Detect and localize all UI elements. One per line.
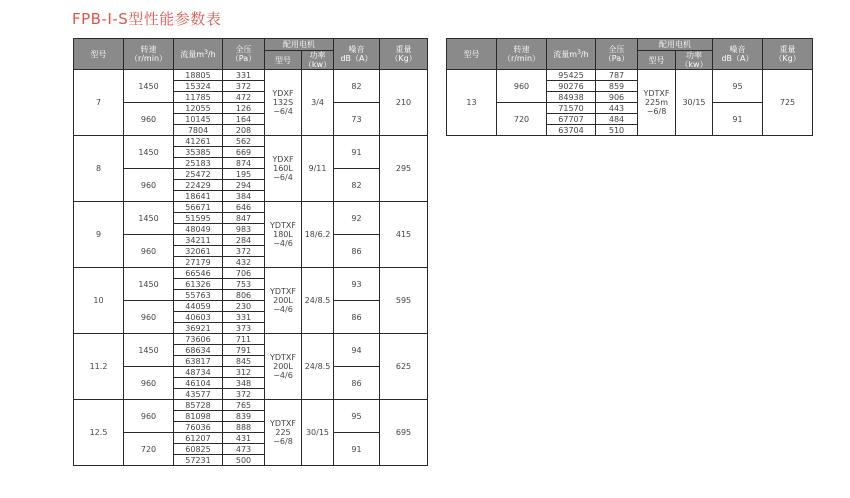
pressure-cell: 845: [223, 356, 265, 367]
header-pressure: 全压 （Pa）: [223, 39, 265, 70]
pressure-cell: 164: [223, 114, 265, 125]
noise-cell: 73: [334, 103, 380, 136]
pressure-cell: 669: [223, 147, 265, 158]
power-cell: 3/4: [302, 70, 334, 136]
table-header: [447, 39, 813, 70]
header-motor: 配用电机: [638, 39, 713, 51]
flow-cell: 15324: [174, 81, 223, 92]
weight-cell: 295: [380, 136, 428, 202]
flow-cell: 12055: [174, 103, 223, 114]
flow-cell: 57231: [174, 455, 223, 466]
weight-cell: 625: [380, 334, 428, 400]
speed-cell: 1450: [124, 334, 174, 367]
speed-cell: 1450: [124, 268, 174, 301]
weight-cell: 415: [380, 202, 428, 268]
speed-cell: 720: [124, 433, 174, 466]
table-row: [74, 70, 428, 81]
table-row: [74, 268, 428, 279]
table-row: [74, 202, 428, 213]
flow-cell: 63817: [174, 356, 223, 367]
pressure-cell: 765: [223, 400, 265, 411]
flow-cell: 11785: [174, 92, 223, 103]
model-cell: 11.2: [74, 334, 124, 400]
pressure-cell: 373: [223, 323, 265, 334]
performance-table-right: [446, 38, 813, 136]
pressure-cell: 372: [223, 246, 265, 257]
motor-model-cell: YDTXF 180L −4/6: [265, 202, 302, 268]
table-body: [74, 70, 428, 466]
flow-cell: 7804: [174, 125, 223, 136]
pressure-cell: 432: [223, 257, 265, 268]
speed-cell: 960: [497, 70, 547, 103]
power-cell: 30/15: [302, 400, 334, 466]
header-flow-unit: /h: [580, 49, 589, 59]
pressure-cell: 484: [596, 114, 638, 125]
speed-cell: 960: [124, 169, 174, 202]
power-cell: 18/6.2: [302, 202, 334, 268]
pressure-cell: 443: [596, 103, 638, 114]
pressure-cell: 791: [223, 345, 265, 356]
speed-cell: 720: [497, 103, 547, 136]
header-model: 型号: [74, 39, 124, 70]
speed-cell: 960: [124, 103, 174, 136]
pressure-cell: 472: [223, 92, 265, 103]
flow-cell: 56671: [174, 202, 223, 213]
noise-cell: 94: [334, 334, 380, 367]
weight-cell: 725: [763, 70, 813, 136]
header-noise: 噪音 dB（A）: [713, 39, 763, 70]
table-body: [447, 70, 813, 136]
header-power: 功率 （kw）: [302, 51, 334, 70]
noise-cell: 86: [334, 301, 380, 334]
flow-cell: 61207: [174, 433, 223, 444]
noise-cell: 91: [334, 433, 380, 466]
flow-cell: 63704: [547, 125, 596, 136]
table-header: [74, 39, 428, 70]
pressure-cell: 500: [223, 455, 265, 466]
pressure-cell: 230: [223, 301, 265, 312]
pressure-cell: 646: [223, 202, 265, 213]
page-title: FPB-I-S型性能参数表: [72, 10, 222, 28]
pressure-cell: 431: [223, 433, 265, 444]
pressure-cell: 384: [223, 191, 265, 202]
header-flow-sup: 3: [577, 48, 581, 56]
flow-cell: 48734: [174, 367, 223, 378]
flow-cell: 18805: [174, 70, 223, 81]
flow-cell: 81098: [174, 411, 223, 422]
header-flow-unit: /h: [207, 49, 216, 59]
header-pressure: 全压 （Pa）: [596, 39, 638, 70]
flow-cell: 40603: [174, 312, 223, 323]
pressure-cell: 473: [223, 444, 265, 455]
pressure-cell: 208: [223, 125, 265, 136]
table-row: [74, 367, 428, 378]
flow-cell: 84938: [547, 92, 596, 103]
weight-cell: 595: [380, 268, 428, 334]
header-speed: 转速 （r/min）: [497, 39, 547, 70]
flow-cell: 85728: [174, 400, 223, 411]
pressure-cell: 847: [223, 213, 265, 224]
pressure-cell: 753: [223, 279, 265, 290]
pressure-cell: 711: [223, 334, 265, 345]
table-row: [74, 433, 428, 444]
noise-cell: 91: [334, 136, 380, 169]
model-cell: 7: [74, 70, 124, 136]
flow-cell: 36921: [174, 323, 223, 334]
speed-cell: 1450: [124, 70, 174, 103]
table-row: [74, 136, 428, 147]
flow-cell: 22429: [174, 180, 223, 191]
pressure-cell: 983: [223, 224, 265, 235]
speed-cell: 960: [124, 367, 174, 400]
header-motor: 配用电机: [265, 39, 334, 51]
pressure-cell: 839: [223, 411, 265, 422]
pressure-cell: 312: [223, 367, 265, 378]
speed-cell: 960: [124, 400, 174, 433]
pressure-cell: 510: [596, 125, 638, 136]
noise-cell: 93: [334, 268, 380, 301]
flow-cell: 95425: [547, 70, 596, 81]
table-row: [74, 169, 428, 180]
flow-cell: 10145: [174, 114, 223, 125]
noise-cell: 82: [334, 169, 380, 202]
flow-cell: 73606: [174, 334, 223, 345]
noise-cell: 86: [334, 235, 380, 268]
table-row: [447, 103, 813, 114]
header-speed: 转速 （r/min）: [124, 39, 174, 70]
flow-cell: 55763: [174, 290, 223, 301]
model-cell: 8: [74, 136, 124, 202]
header-power: 功率 （kw）: [676, 51, 713, 70]
flow-cell: 35385: [174, 147, 223, 158]
motor-model-cell: YDXF 160L −6/4: [265, 136, 302, 202]
flow-cell: 67707: [547, 114, 596, 125]
noise-cell: 95: [713, 70, 763, 103]
noise-cell: 91: [713, 103, 763, 136]
pressure-cell: 348: [223, 378, 265, 389]
flow-cell: 71570: [547, 103, 596, 114]
flow-cell: 44059: [174, 301, 223, 312]
pressure-cell: 331: [223, 312, 265, 323]
motor-model-cell: YDTXF 225 −6/8: [265, 400, 302, 466]
pressure-cell: 284: [223, 235, 265, 246]
pressure-cell: 888: [223, 422, 265, 433]
model-cell: 12.5: [74, 400, 124, 466]
pressure-cell: 372: [223, 81, 265, 92]
speed-cell: 1450: [124, 136, 174, 169]
pressure-cell: 706: [223, 268, 265, 279]
header-weight: 重量 （Kg）: [380, 39, 428, 70]
header-motor-model: 型号: [638, 51, 676, 70]
flow-cell: 25472: [174, 169, 223, 180]
header-model: 型号: [447, 39, 497, 70]
motor-model-cell: YDTXF 200L −4/6: [265, 334, 302, 400]
speed-cell: 960: [124, 301, 174, 334]
noise-cell: 95: [334, 400, 380, 433]
pressure-cell: 331: [223, 70, 265, 81]
flow-cell: 48049: [174, 224, 223, 235]
model-cell: 10: [74, 268, 124, 334]
table-row: [74, 400, 428, 411]
noise-cell: 92: [334, 202, 380, 235]
pressure-cell: 874: [223, 158, 265, 169]
table-row: [74, 301, 428, 312]
pressure-cell: 787: [596, 70, 638, 81]
noise-cell: 86: [334, 367, 380, 400]
weight-cell: 210: [380, 70, 428, 136]
header-flow-sup: 3: [204, 48, 208, 56]
flow-cell: 68634: [174, 345, 223, 356]
flow-cell: 90276: [547, 81, 596, 92]
flow-cell: 25183: [174, 158, 223, 169]
flow-cell: 27179: [174, 257, 223, 268]
motor-model-cell: YDXF 132S −6/4: [265, 70, 302, 136]
flow-cell: 61326: [174, 279, 223, 290]
pressure-cell: 126: [223, 103, 265, 114]
flow-cell: 51595: [174, 213, 223, 224]
header-noise: 噪音 dB（A）: [334, 39, 380, 70]
header-flow: [547, 39, 596, 70]
table-row: [74, 235, 428, 246]
weight-cell: 695: [380, 400, 428, 466]
table-row: [74, 103, 428, 114]
flow-cell: 43577: [174, 389, 223, 400]
power-cell: 30/15: [676, 70, 713, 136]
speed-cell: 1450: [124, 202, 174, 235]
table-row: [447, 70, 813, 81]
pressure-cell: 562: [223, 136, 265, 147]
table-row: [74, 334, 428, 345]
header-flow-label: 流量m: [553, 49, 578, 59]
header-weight: 重量 （Kg）: [763, 39, 813, 70]
pressure-cell: 294: [223, 180, 265, 191]
power-cell: 24/8.5: [302, 334, 334, 400]
model-cell: 9: [74, 202, 124, 268]
speed-cell: 960: [124, 235, 174, 268]
flow-cell: 18641: [174, 191, 223, 202]
pressure-cell: 195: [223, 169, 265, 180]
flow-cell: 41261: [174, 136, 223, 147]
flow-cell: 66546: [174, 268, 223, 279]
pressure-cell: 806: [223, 290, 265, 301]
header-flow: [174, 39, 223, 70]
noise-cell: 82: [334, 70, 380, 103]
flow-cell: 76036: [174, 422, 223, 433]
flow-cell: 34211: [174, 235, 223, 246]
header-motor-model: 型号: [265, 51, 302, 70]
flow-cell: 46104: [174, 378, 223, 389]
flow-cell: 32061: [174, 246, 223, 257]
model-cell: 13: [447, 70, 497, 136]
power-cell: 24/8.5: [302, 268, 334, 334]
motor-model-cell: YDTXF 200L −4/6: [265, 268, 302, 334]
pressure-cell: 372: [223, 389, 265, 400]
power-cell: 9/11: [302, 136, 334, 202]
pressure-cell: 906: [596, 92, 638, 103]
motor-model-cell: YDTXF 225m −6/8: [638, 70, 676, 136]
header-flow-label: 流量m: [180, 49, 205, 59]
performance-table-left: [73, 38, 428, 466]
flow-cell: 60825: [174, 444, 223, 455]
pressure-cell: 859: [596, 81, 638, 92]
